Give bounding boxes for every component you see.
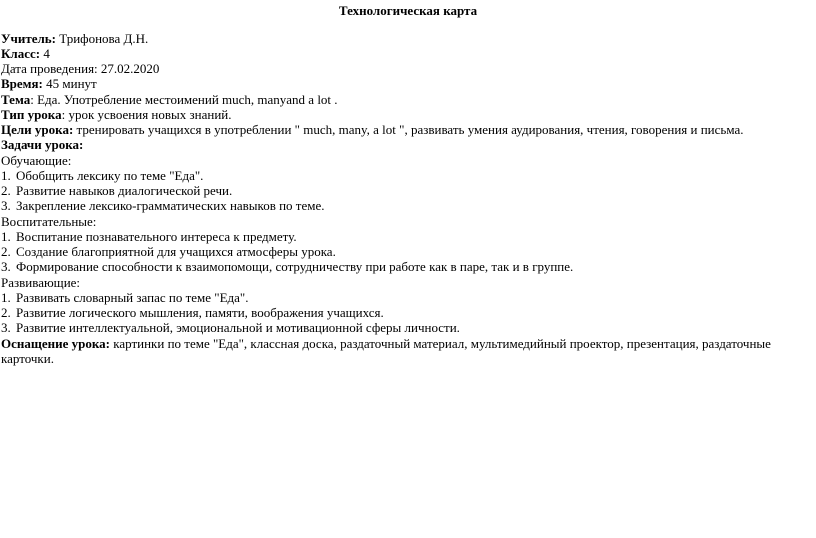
time-label: Время:: [1, 76, 43, 91]
item-number: 1.: [1, 290, 11, 305]
item-number: 3.: [1, 198, 11, 213]
goals-label: Цели урока:: [1, 122, 74, 137]
item-number: 3.: [1, 259, 11, 274]
lesson-type-line: [1, 107, 232, 122]
teacher-line: [1, 31, 148, 46]
tasks-heading: Задачи урока:: [1, 137, 84, 152]
item-text: Создание благоприятной для учащихся атмосферы урока.: [16, 244, 336, 259]
item-text: Формирование способности к взаимопомощи, сотрудничеству при работе как в паре, так и в группе.: [16, 259, 574, 274]
list-item: [1, 229, 297, 244]
document-title: Технологическая карта: [338, 3, 478, 18]
topic-line: [1, 92, 338, 107]
list-item: [1, 198, 325, 213]
teacher-label: Учитель:: [1, 31, 57, 46]
goals-value: тренировать учащихся в употреблении " much, many, a lot ", развивать умения аудирования, чтения, говорения и письма.: [73, 122, 744, 137]
class-value: 4: [40, 46, 50, 61]
date-value: 27.02.2020: [97, 61, 160, 76]
list-item: [1, 168, 203, 183]
list-item: [1, 244, 336, 259]
item-number: 2.: [1, 244, 11, 259]
goals-line: [1, 122, 744, 137]
item-text: Обобщить лексику по теме "Еда".: [16, 168, 204, 183]
item-number: 2.: [1, 183, 11, 198]
list-item: [1, 290, 248, 305]
item-text: Закрепление лексико-грамматических навыков по теме.: [16, 198, 325, 213]
item-text: Воспитание познавательного интереса к предмету.: [16, 229, 297, 244]
date-label: Дата проведения:: [1, 61, 98, 76]
topic-label: Тема: [1, 92, 31, 107]
group-name-upbringing: Воспитательные:: [1, 214, 97, 229]
time-value: 45 минут: [42, 76, 97, 91]
list-item: [1, 305, 384, 320]
teacher-value: Трифонова Д.Н.: [56, 31, 149, 46]
lesson-type-value: : урок усвоения новых знаний.: [61, 107, 232, 122]
group-name-developing: Развивающие:: [1, 275, 81, 290]
item-number: 1.: [1, 229, 11, 244]
equipment-value: картинки по теме "Еда", классная доска, раздаточный материал, мультимедийный проектор, презентация, раздаточные карточки.: [1, 336, 771, 366]
list-item: [1, 259, 573, 274]
equipment-line: [1, 336, 791, 366]
item-text: Развивать словарный запас по теме "Еда".: [16, 290, 249, 305]
topic-value: : Еда. Употребление местоимений much, manyand a lot .: [30, 92, 338, 107]
date-line: [1, 61, 159, 76]
group-name-teaching: Обучающие:: [1, 153, 72, 168]
equipment-label: Оснащение урока:: [1, 336, 110, 351]
class-line: [1, 46, 50, 61]
item-text: Развитие навыков диалогической речи.: [16, 183, 233, 198]
list-item: [1, 320, 460, 335]
item-text: Развитие интеллектуальной, эмоциональной и мотивационной сферы личности.: [16, 320, 460, 335]
time-line: [1, 76, 97, 91]
item-number: 3.: [1, 320, 11, 335]
item-number: 1.: [1, 168, 11, 183]
item-text: Развитие логического мышления, памяти, воображения учащихся.: [16, 305, 384, 320]
lesson-type-label: Тип урока: [1, 107, 62, 122]
class-label: Класс:: [1, 46, 41, 61]
item-number: 2.: [1, 305, 11, 320]
list-item: [1, 183, 232, 198]
